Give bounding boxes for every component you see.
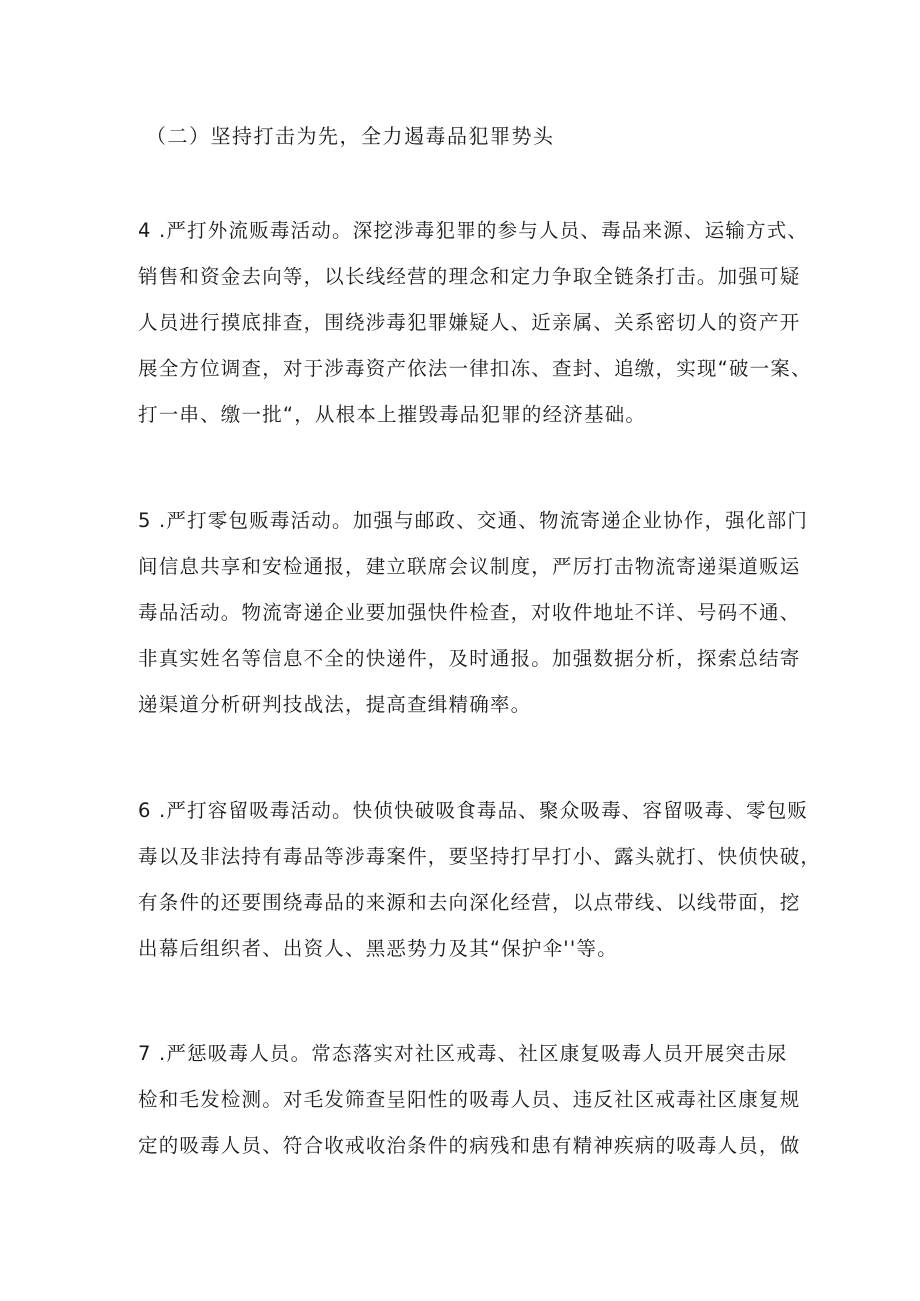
- paragraph-line: 销售和资金去向等，以长线经营的理念和定力争取全链条打击。加强可疑: [138, 265, 801, 288]
- paragraph-line: 有条件的还要围绕毒品的来源和去向深化经营，以点带线、以线带面，挖: [138, 891, 801, 914]
- paragraph-line: 4 .严打外流贩毒活动。深挖涉毒犯罪的参与人员、毒品来源、运输方式、: [138, 219, 809, 242]
- section-heading: （二）坚持打击为先，全力遏毒品犯罪势头: [146, 124, 555, 148]
- paragraph-line: 毒品活动。物流寄递企业要加强快件检查，对收件地址不详、号码不通、: [138, 601, 801, 624]
- paragraph-line: 非真实姓名等信息不全的快递件，及时通报。加强数据分析，探索总结寄: [138, 647, 801, 670]
- paragraph-line: 7 .严惩吸毒人员。常态落实对社区戒毒、社区康复吸毒人员开展突击尿: [138, 1042, 788, 1065]
- paragraph-6: [138, 788, 822, 972]
- paragraph-7: [138, 1031, 801, 1169]
- paragraph-line: 间信息共享和安检通报，建立联席会议制度，严厉打击物流寄递渠道贩运: [138, 555, 801, 578]
- paragraph-line: 5 .严打零包贩毒活动。加强与邮政、交通、物流寄递企业协作，强化部门: [138, 509, 809, 532]
- paragraph-line: 人员进行摸底排查，围绕涉毒犯罪嫌疑人、近亲属、关系密切人的资产开: [138, 311, 801, 334]
- paragraph-line: 递渠道分析研判技战法，提高查缉精确率。: [138, 693, 532, 716]
- paragraph-line: 展全方位调查，对于涉毒资产依法一律扣冻、查封、追缴，实现“破一案、: [138, 357, 812, 380]
- paragraph-line: 出幕后组织者、出资人、黑恶势力及其“保护伞''等。: [138, 937, 618, 960]
- paragraph-line: 打一串、缴一批“，从根本上摧毁毒品犯罪的经济基础。: [138, 403, 647, 426]
- paragraph-line: 毒以及非法持有毒品等涉毒案件，要坚持打早打小、露头就打、快侦快破，: [138, 845, 822, 868]
- paragraph-line: 检和毛发检测。对毛发筛查呈阳性的吸毒人员、违反社区戒毒社区康复规: [138, 1088, 801, 1111]
- paragraph-5: [138, 498, 809, 728]
- paragraph-4: [138, 208, 812, 438]
- paragraph-line: 6 .严打容留吸毒活动。快侦快破吸食毒品、聚众吸毒、容留吸毒、零包贩: [138, 799, 809, 822]
- paragraph-line: 定的吸毒人员、符合收戒收治条件的病残和患有精神疾病的吸毒人员，做: [138, 1134, 801, 1157]
